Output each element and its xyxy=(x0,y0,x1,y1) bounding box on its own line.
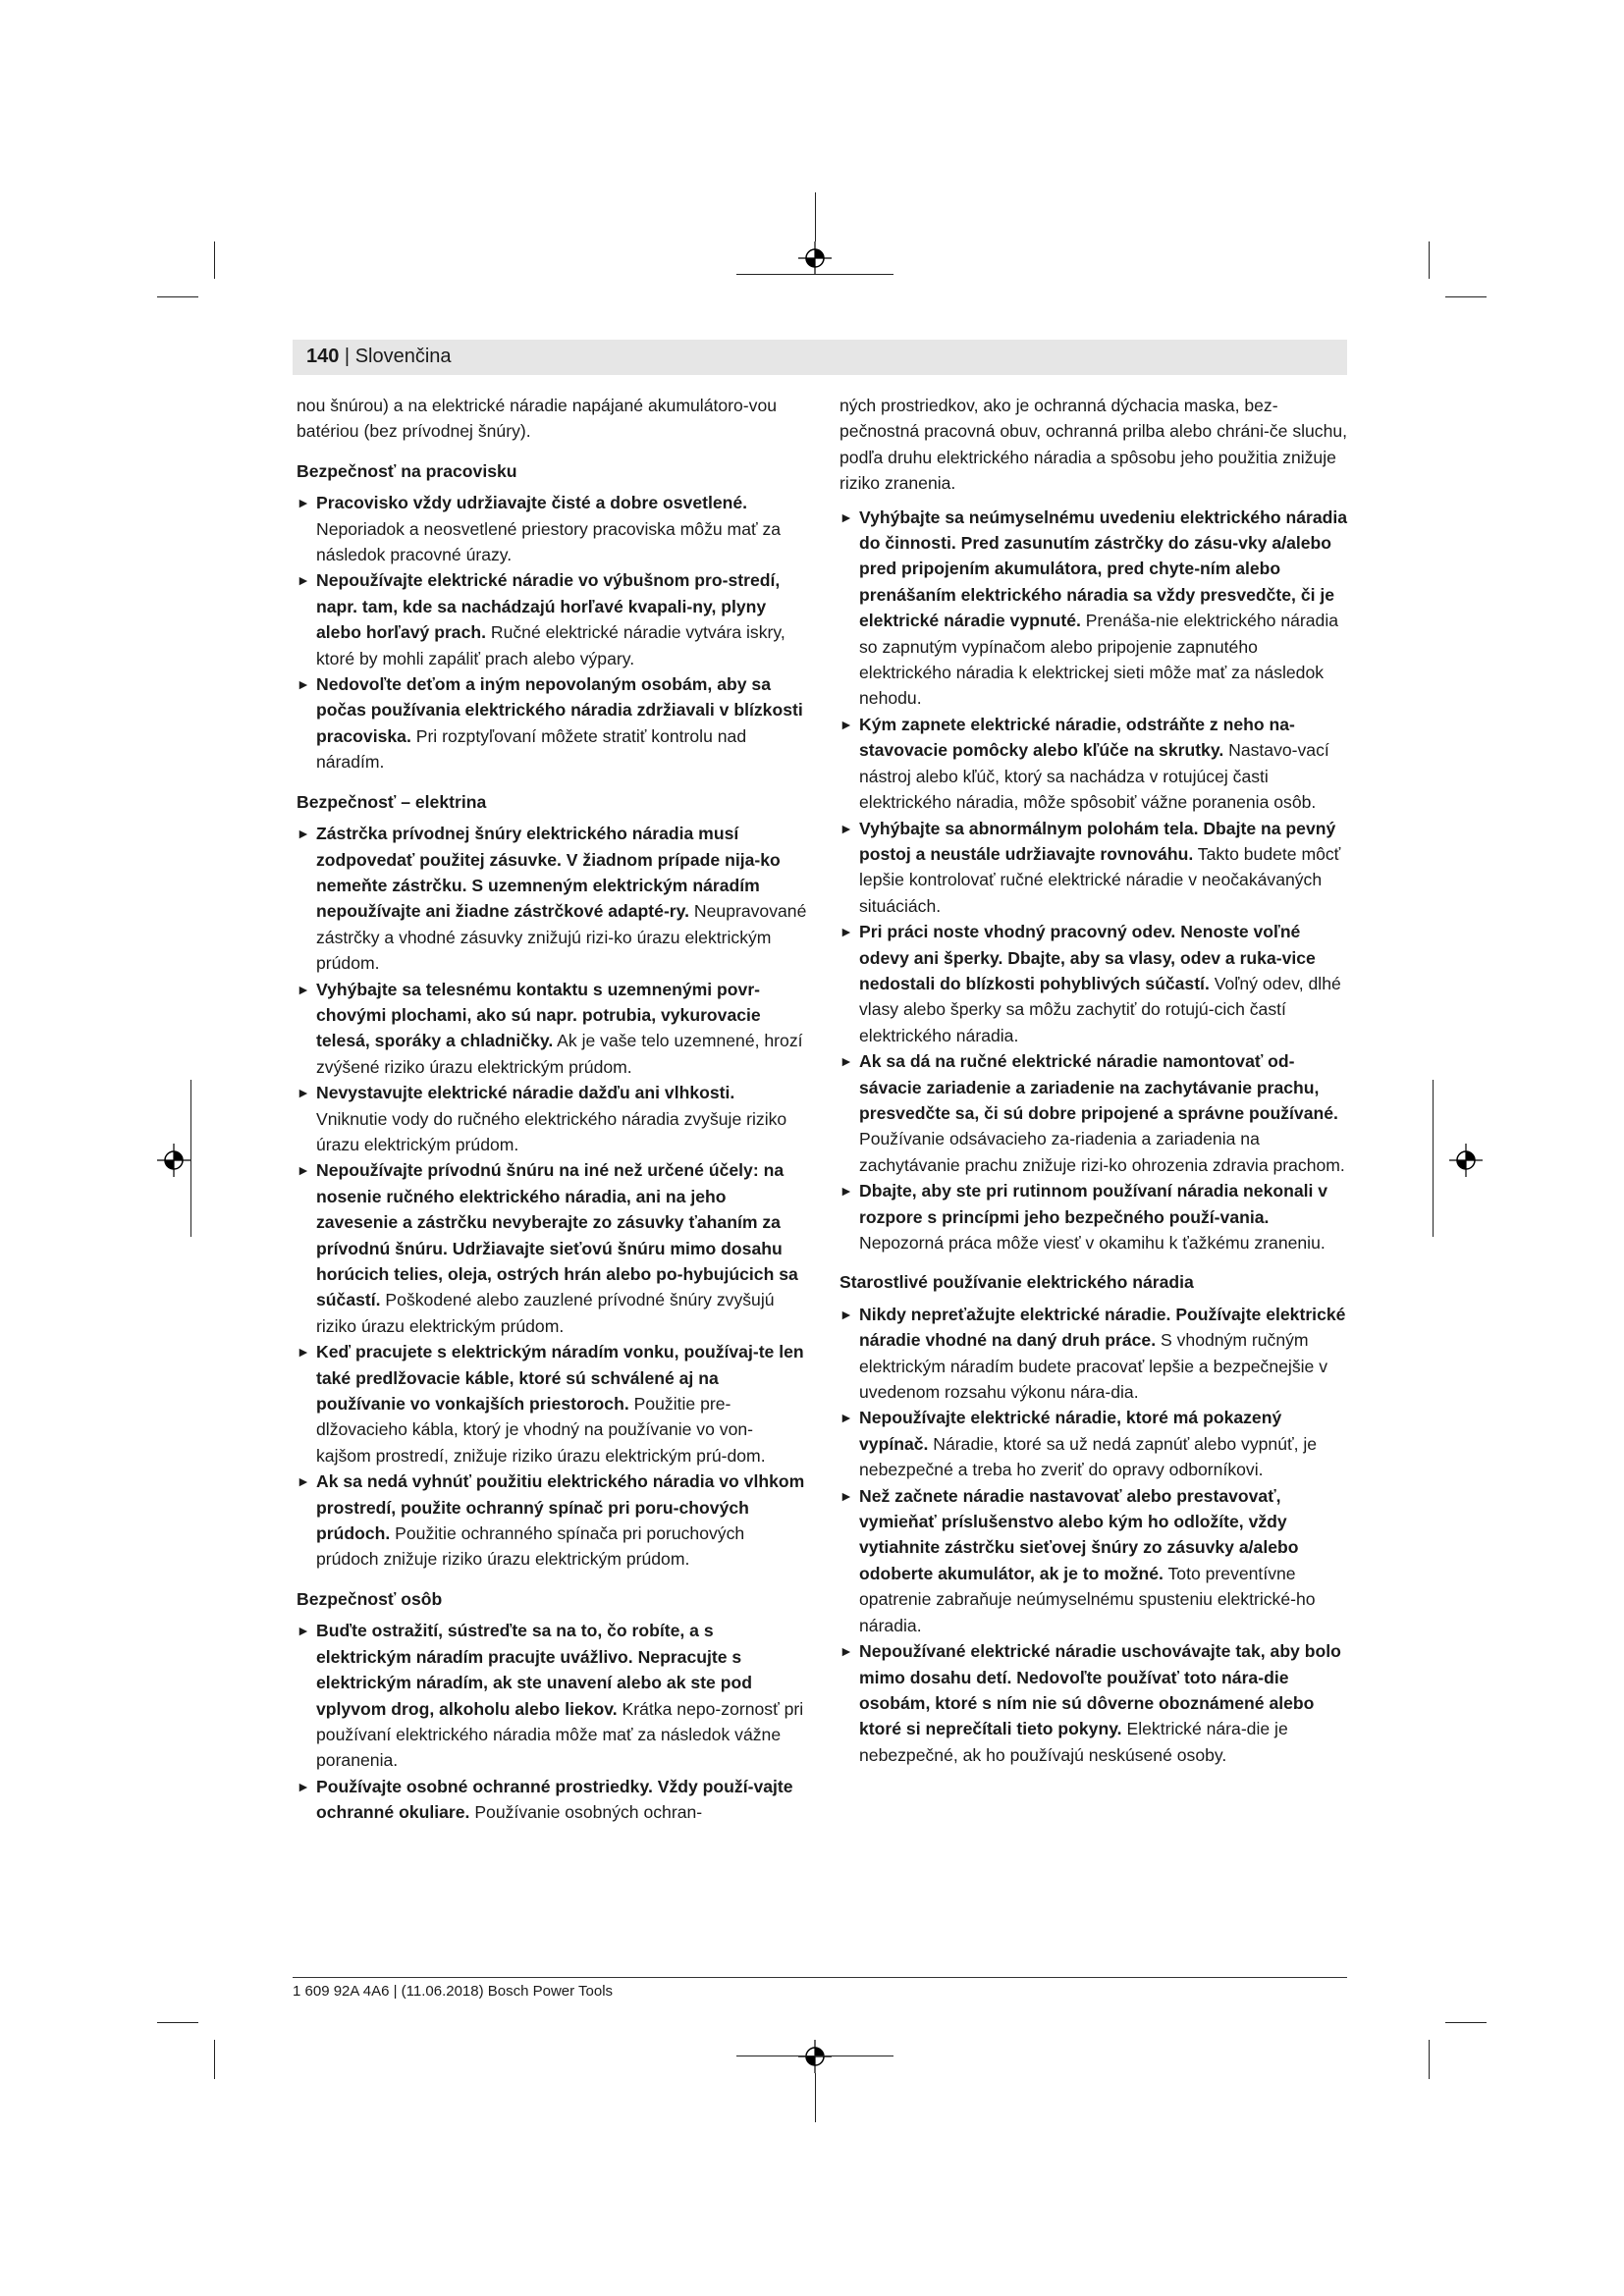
footer-rule xyxy=(293,1977,1347,1978)
bullet-arrow-icon: ► xyxy=(297,1344,310,1361)
crop-mark xyxy=(1433,1080,1434,1237)
item-bold-text: Vyhýbajte sa abnormálnym polohám tela. Dbajte na pevný postoj a neustále udržiavajte rovnováhu. xyxy=(859,818,1336,864)
header-language: Slovenčina xyxy=(354,346,452,367)
item-bold-text: Vyhýbajte sa telesnému kontaktu s uzemnenými povr-chovými plochami, ako sú napr. potrubia, vykurovacie telesá, sporáky a chladničky. xyxy=(316,979,761,1051)
item-bold-text: Než začnete náradie nastavovať alebo prestavovať, vymieňať príslušenstvo alebo kým ho odložíte, vždy vytiahnite zástrčku sieťovej šnúry zo zásuvky a/alebo odoberte akumulátor, ak je to možné. xyxy=(859,1485,1299,1583)
right-column xyxy=(839,393,1350,1768)
registration-mark-icon xyxy=(157,1144,190,1177)
safety-item xyxy=(297,490,807,567)
bullet-arrow-icon: ► xyxy=(297,1085,310,1101)
item-bold-text: Nepoužívajte prívodnú šnúru na iné než určené účely: na nosenie ručného elektrického náradia, ani na jeho zavesenie a zástrčku nevyberajte zo zásuvky ťahaním za prívodnú šnúru. Udržiavajte sieťovú šnúru mimo dosahu horúcich telies, oleja, ostrých hrán alebo po-hybujúcich sa súčastí. xyxy=(316,1160,798,1310)
crop-mark xyxy=(815,2073,816,2122)
safety-item xyxy=(839,1483,1350,1638)
safety-item xyxy=(297,1468,807,1573)
crop-mark xyxy=(157,2022,198,2023)
safety-item xyxy=(297,1080,807,1157)
safety-item xyxy=(297,671,807,775)
item-bold-text: Nedovoľte deťom a iným nepovolaným osobám, aby sa počas používania elektrického náradia zdržiavali v blízkosti pracoviska. xyxy=(316,674,803,746)
item-normal-text: Prenáša-nie elektrického náradia so zapnutým vypínačom alebo pripojenie zapnutého elektrického náradia k elektrickej sieti môže mať za následok nehodu. xyxy=(859,611,1339,709)
crop-mark xyxy=(1429,2040,1430,2079)
item-bold-text: Ak sa nedá vyhnúť použitiu elektrického náradia vo vlhkom prostredí, použite ochranný spínač pri poru-chových prúdoch. xyxy=(316,1471,805,1544)
crop-mark xyxy=(214,241,215,279)
registration-mark-icon xyxy=(798,2040,832,2073)
bullet-arrow-icon: ► xyxy=(839,1183,853,1200)
safety-item xyxy=(839,1048,1350,1178)
item-normal-text: Voľný odev, dlhé vlasy alebo šperky sa môžu zachytiť do rotujú-cich častí elektrického náradia. xyxy=(859,973,1341,1045)
bullet-arrow-icon: ► xyxy=(297,495,310,511)
section-heading: Bezpečnosť na pracovisku xyxy=(297,460,517,481)
item-normal-text: Neporiadok a neosvetlené priestory pracoviska môžu mať za následok pracovné úrazy. xyxy=(316,518,782,565)
item-bold-text: Používajte osobné ochranné prostriedky. Vždy použí-vajte ochranné okuliare. xyxy=(316,1776,793,1823)
item-normal-text: Nastavo-vací nástroj alebo kľúč, ktorý sa nachádza v rotujúcej časti elektrického náradia, môže spôsobiť vážne poranenia osôb. xyxy=(859,740,1329,813)
item-normal-text: Poškodené alebo zauzlené prívodné šnúry zvyšujú riziko úrazu elektrickým prúdom. xyxy=(316,1290,775,1336)
bullet-arrow-icon: ► xyxy=(839,820,853,836)
section-heading: Bezpečnosť – elektrina xyxy=(297,791,487,812)
bullet-arrow-icon: ► xyxy=(839,1306,853,1322)
registration-mark-icon xyxy=(798,241,832,275)
crop-mark xyxy=(815,192,816,241)
header-separator: | xyxy=(339,346,355,367)
bullet-arrow-icon: ► xyxy=(839,1410,853,1426)
safety-item xyxy=(839,1638,1350,1768)
crop-mark xyxy=(1445,296,1487,297)
safety-item xyxy=(839,712,1350,816)
bullet-arrow-icon: ► xyxy=(297,572,310,589)
bullet-arrow-icon: ► xyxy=(839,716,853,732)
left-column xyxy=(297,393,807,1826)
bullet-arrow-icon: ► xyxy=(839,1487,853,1504)
item-bold-text: Pracovisko vždy udržiavajte čisté a dobre osvetlené. xyxy=(316,493,748,513)
item-normal-text: Pri rozptyľovaní môžete stratiť kontrolu nad náradím. xyxy=(316,725,747,773)
item-bold-text: Pri práci noste vhodný pracovný odev. Nenoste voľné odevy ani šperky. Dbajte, aby sa vlasy, odev a ruka-vice nedostali do blízkosti pohyblivých súčastí. xyxy=(859,922,1316,993)
bullet-arrow-icon: ► xyxy=(839,924,853,940)
safety-item xyxy=(297,977,807,1081)
safety-item xyxy=(839,919,1350,1048)
bullet-arrow-icon: ► xyxy=(297,1778,310,1794)
safety-item xyxy=(297,1157,807,1339)
crop-mark xyxy=(190,1080,191,1237)
bullet-arrow-icon: ► xyxy=(839,508,853,525)
safety-item xyxy=(839,1178,1350,1255)
page-number: 140 xyxy=(306,346,340,367)
safety-item xyxy=(839,505,1350,712)
section-heading: Bezpečnosť osôb xyxy=(297,1588,443,1609)
item-normal-text: Ručné elektrické náradie vytvára iskry, ktoré by mohli zapáliť prach alebo výpary. xyxy=(316,622,785,668)
item-normal-text: Vniknutie vody do ručného elektrického náradia zvyšuje riziko úrazu elektrickým prúdom. xyxy=(316,1108,787,1154)
crop-mark xyxy=(1429,241,1430,279)
item-bold-text: Nevystavujte elektrické náradie dažďu ani vlhkosti. xyxy=(316,1083,735,1103)
safety-item xyxy=(297,1774,807,1826)
item-bold-text: Dbajte, aby ste pri rutinnom používaní náradia nekonali v rozpore s princípmi jeho bezpečného použí-vania. xyxy=(859,1181,1328,1227)
item-bold-text: Nepoužívajte elektrické náradie, ktoré má pokazený vypínač. xyxy=(859,1408,1282,1454)
item-normal-text: Používanie odsávacieho za-riadenia a zariadenia na zachytávanie prachu znižuje rizi-ko ohrozenia zdravia prachom. xyxy=(859,1129,1345,1175)
item-normal-text: Krátka nepo-zornosť pri používaní elektrického náradia môže mať za následok vážne poranenia. xyxy=(316,1698,804,1771)
item-normal-text: Používanie osobných ochran- xyxy=(469,1802,703,1823)
item-normal-text: Takto budete môcť lepšie kontrolovať ručné elektrické náradie v neočakávaných situáciách. xyxy=(859,843,1341,916)
item-bold-text: Nikdy nepreťažujte elektrické náradie. Používajte elektrické náradie vhodné na daný druh práce. xyxy=(859,1304,1346,1351)
item-normal-text: Ak je vaše telo uzemnené, hrozí zvýšené riziko úrazu elektrickým prúdom. xyxy=(316,1031,803,1077)
item-normal-text: Použitie ochranného spínača pri poruchových prúdoch znižuje riziko úrazu elektrickým prúdom. xyxy=(316,1523,745,1570)
bullet-arrow-icon: ► xyxy=(297,1162,310,1179)
item-bold-text: Nepoužívané elektrické náradie uschovávajte tak, aby bolo mimo dosahu detí. Nedovoľte používať toto nára-die osobám, ktoré s ním nie sú dôverne oboznámené alebo ktoré si neprečítali tieto pokyny. xyxy=(859,1641,1341,1739)
registration-mark-icon xyxy=(1449,1144,1483,1177)
bullet-arrow-icon: ► xyxy=(839,1053,853,1070)
crop-mark xyxy=(1445,2022,1487,2023)
item-normal-text: Nepozorná práca môže viesť v okamihu k ťažkému zraneniu. xyxy=(859,1233,1326,1253)
bullet-arrow-icon: ► xyxy=(297,826,310,842)
bullet-arrow-icon: ► xyxy=(297,1623,310,1639)
safety-item xyxy=(839,1302,1350,1406)
safety-item xyxy=(297,567,807,671)
item-normal-text: Náradie, ktoré sa už nedá zapnúť alebo vypnúť, je nebezpečné a treba ho zveriť do opravy odborníkovi. xyxy=(859,1433,1318,1480)
safety-item xyxy=(839,1405,1350,1482)
item-normal-text: S vhodným ručným elektrickým náradím budete pracovať lepšie a bezpečnejšie v uvedenom rozsahu výkonu nára-dia. xyxy=(859,1330,1327,1403)
item-bold-text: Kým zapnete elektrické náradie, odstráňte z neho na-stavovacie pomôcky alebo kľúče na skrutky. xyxy=(859,714,1295,761)
item-normal-text: Elektrické nára-die je nebezpečné, ak ho používajú neskúsené osoby. xyxy=(859,1719,1288,1765)
page-header xyxy=(306,346,452,368)
page-footer: 1 609 92A 4A6 | (11.06.2018) Bosch Power Tools xyxy=(293,1983,614,2000)
crop-mark xyxy=(157,296,198,297)
paragraph: nou šnúrou) a na elektrické náradie napájané akumulátoro-vou batériou (bez prívodnej šnúry). xyxy=(297,396,778,442)
safety-item xyxy=(297,1618,807,1773)
paragraph: ných prostriedkov, ako je ochranná dýchacia maska, bez-pečnostná pracovná obuv, ochranná prilba alebo chráni-če sluchu, podľa druhu elektrického náradia a spôsobu jeho použitia znižuje riziko zranenia. xyxy=(839,396,1348,494)
item-bold-text: Vyhýbajte sa neúmyselnému uvedeniu elektrického náradia do činnosti. Pred zasunutím zástrčky do zásu-vky a/alebo pred pripojením akumulátora, pred chyte-ním alebo prenášaním elektrického náradia sa vždy presvedčte, či je elektrické náradie vypnuté. xyxy=(859,507,1348,631)
item-normal-text: Toto preventívne opatrenie zabraňuje neúmyselnému spusteniu elektrické-ho náradia. xyxy=(859,1563,1316,1635)
safety-item xyxy=(297,1339,807,1468)
item-bold-text: Ak sa dá na ručné elektrické náradie namontovať od-sávacie zariadenie a zariadenie na zachytávanie prachu, presvedčte sa, či sú dobre pripojené a správne používané. xyxy=(859,1051,1338,1123)
section-heading: Starostlivé používanie elektrického náradia xyxy=(839,1272,1194,1293)
item-normal-text: Použitie pre-dlžovacieho kábla, ktorý je vhodný na používanie vo von-kajšom prostredí, znižuje riziko úrazu elektrickým prú-dom. xyxy=(316,1394,766,1466)
bullet-arrow-icon: ► xyxy=(297,981,310,997)
bullet-arrow-icon: ► xyxy=(297,1473,310,1490)
item-bold-text: Buďte ostražití, sústreďte sa na to, čo robíte, a s elektrickým náradím pracujte uvážlivo. Nepracujte s elektrickým náradím, ak ste unavení alebo ak ste pod vplyvom drog, alkoholu alebo liekov. xyxy=(316,1621,752,1719)
safety-item xyxy=(839,816,1350,920)
bullet-arrow-icon: ► xyxy=(297,676,310,693)
item-bold-text: Keď pracujete s elektrickým náradím vonku, používaj-te len také predlžovacie káble, ktoré sú schválené aj na používanie vo vonkajších priestoroch. xyxy=(316,1342,804,1415)
crop-mark xyxy=(736,274,893,275)
crop-mark xyxy=(214,2040,215,2079)
safety-item xyxy=(297,821,807,976)
item-normal-text: Neupravované zástrčky a vhodné zásuvky znižujú rizi-ko úrazu elektrickým prúdom. xyxy=(316,901,807,974)
item-bold-text: Nepoužívajte elektrické náradie vo výbušnom pro-stredí, napr. tam, kde sa nachádzajú horľavé kvapali-ny, plyny alebo horľavý prach. xyxy=(316,570,781,643)
item-bold-text: Zástrčka prívodnej šnúry elektrického náradia musí zodpovedať použitej zásuvke. V žiadnom prípade nija-ko nemeňte zástrčku. S uzemneným elektrickým náradím nepoužívajte ani žiadne zástrčkové adapté-ry. xyxy=(316,824,781,922)
bullet-arrow-icon: ► xyxy=(839,1643,853,1660)
